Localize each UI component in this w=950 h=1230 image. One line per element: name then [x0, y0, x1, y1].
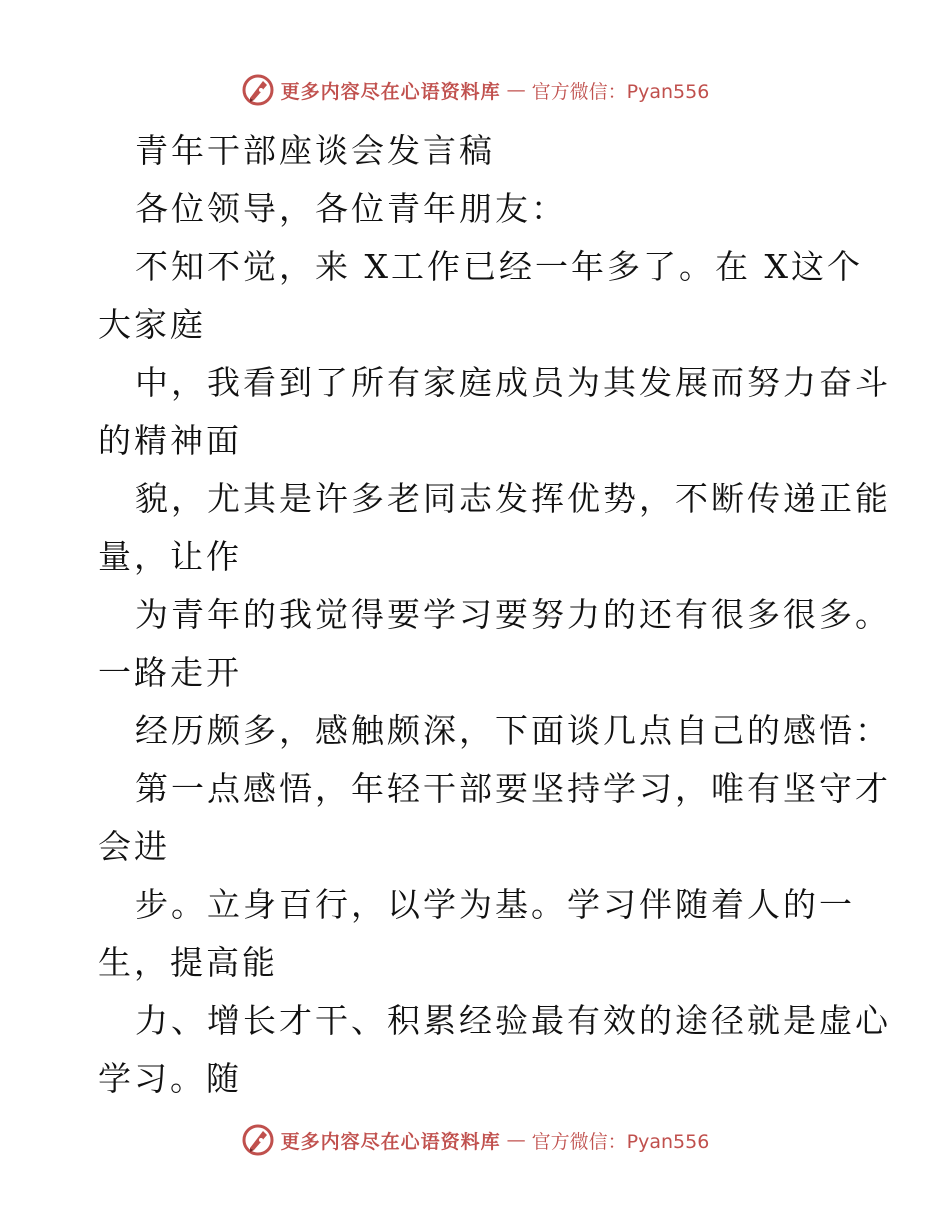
text-line: 不知不觉，来 X工作已经一年多了。在 X这个 — [135, 247, 863, 286]
banner-separator: — — [506, 1129, 526, 1151]
banner-contact: 官方微信：Pyan556 — [531, 80, 710, 103]
salutation: 各位领导，各位青年朋友： — [135, 189, 567, 228]
banner-title: 更多内容尽在心语资料库 — [280, 1130, 501, 1153]
banner-separator: — — [506, 79, 526, 101]
footer-watermark-banner — [0, 1120, 950, 1160]
quill-pen-logo-icon — [241, 73, 275, 107]
text-line: 步。立身百行，以学为基。学习伴随着人的一 — [135, 885, 855, 924]
banner-title: 更多内容尽在心语资料库 — [280, 80, 501, 103]
text-line: 生，提高能 — [98, 943, 278, 982]
text-line: 会进 — [98, 827, 170, 866]
text-line: 力、增长才干、积累经验最有效的途径就是虚心 — [135, 1001, 891, 1040]
text-line: 经历颇多，感触颇深，下面谈几点自己的感悟： — [135, 711, 891, 750]
text-line: 中，我看到了所有家庭成员为其发展而努力奋斗 — [135, 363, 891, 402]
header-watermark-banner — [0, 70, 950, 110]
quill-pen-logo-icon — [241, 1123, 275, 1157]
text-line: 第一点感悟，年轻干部要坚持学习，唯有坚守才 — [135, 769, 891, 808]
footer-banner-inner — [241, 1123, 710, 1157]
text-line: 一路走开 — [98, 653, 242, 692]
banner-contact: 官方微信：Pyan556 — [531, 1130, 710, 1153]
text-line: 大家庭 — [98, 305, 206, 344]
text-line: 的精神面 — [98, 421, 242, 460]
text-line: 貌，尤其是许多老同志发挥优势，不断传递正能 — [135, 479, 891, 518]
text-line: 为青年的我觉得要学习要努力的还有很多很多。 — [135, 595, 891, 634]
document-title: 青年干部座谈会发言稿 — [135, 131, 495, 170]
text-line: 学习。随 — [98, 1059, 242, 1098]
header-banner-inner — [241, 73, 710, 107]
text-line: 量，让作 — [98, 537, 242, 576]
